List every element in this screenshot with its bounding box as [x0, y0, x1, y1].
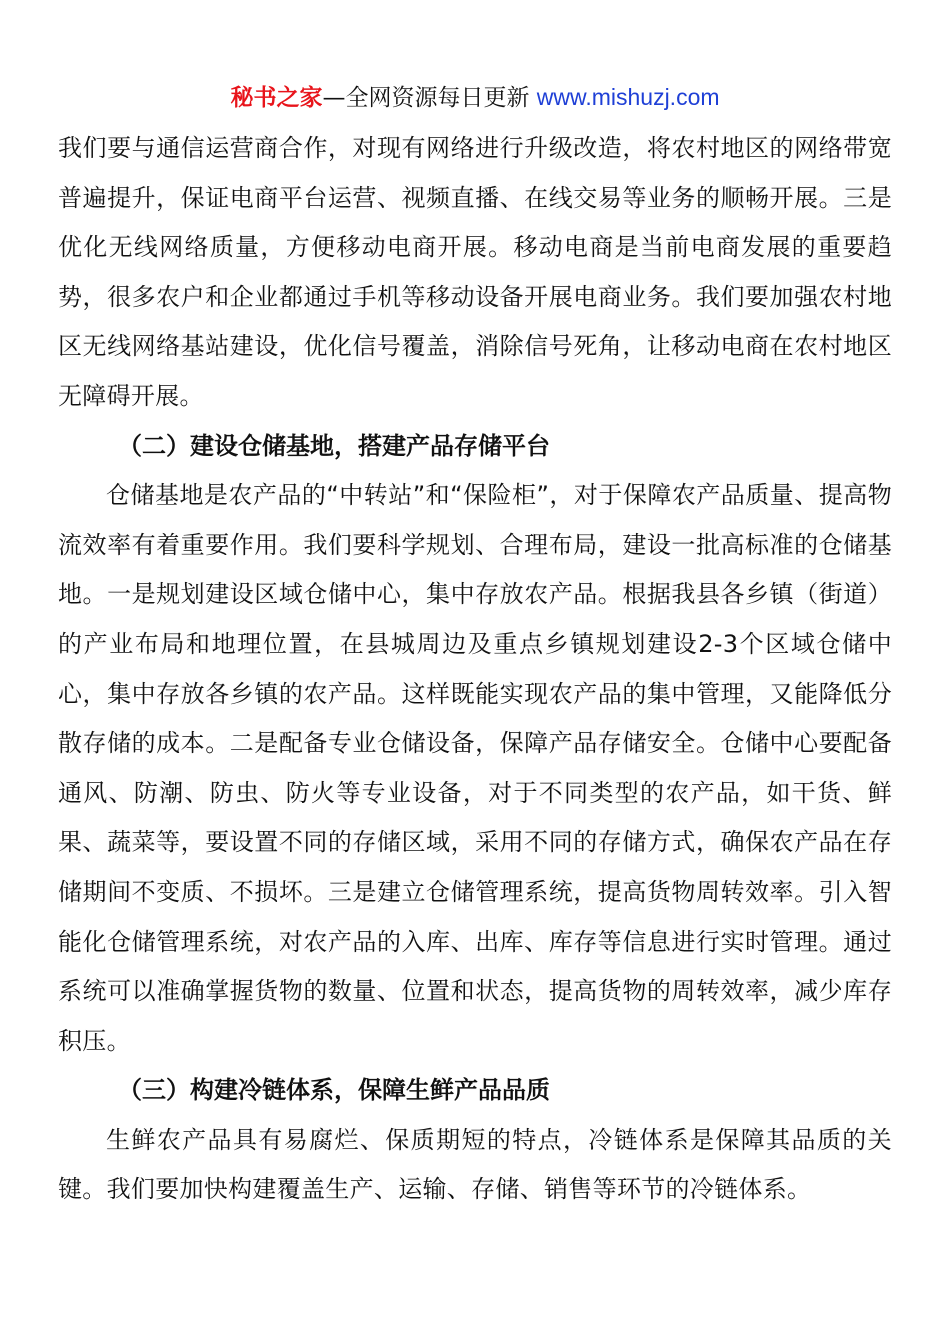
- section-heading-2: （二）建设仓储基地，搭建产品存储平台: [118, 431, 550, 460]
- header-tagline: —全网资源每日更新: [322, 85, 537, 111]
- body-paragraph-2: 仓储基地是农产品的“中转站”和“保险柜”，对于保障农产品质量、提高物流效率有着重要作用。我们要科学规划、合理布局，建设一批高标准的仓储基地。一是规划建设区域仓储中心，集中存放农产品。根据我县各乡镇（街道）的产业布局和地理位置，在县城周边及重点乡镇规划建设2-3个区域仓储中心，集中存放各乡镇的农产品。这样既能实现农产品的集中管理，又能降低分散存储的成本。二是配备专业仓储设备，保障产品存储安全。仓储中心要配备通风、防潮、防虫、防火等专业设备，对于不同类型的农产品，如干货、鲜果、蔬菜等，要设置不同的存储区域，采用不同的存储方式，确保农产品在存储期间不变质、不损坏。三是建立仓储管理系统，提高货物周转效率。引入智能化仓储管理系统，对农产品的入库、出库、库存等信息进行实时管理。通过系统可以准确掌握货物的数量、位置和状态，提高货物的周转效率，减少库存积压。: [58, 481, 892, 1055]
- page-header: [0, 82, 950, 113]
- body-paragraph-1: 我们要与通信运营商合作，对现有网络进行升级改造，将农村地区的网络带宽普遍提升，保证电商平台运营、视频直播、在线交易等业务的顺畅开展。三是优化无线网络质量，方便移动电商开展。移动电商是当前电商发展的重要趋势，很多农户和企业都通过手机等移动设备开展电商业务。我们要加强农村地区无线网络基站建设，优化信号覆盖，消除信号死角，让移动电商在农村地区无障碍开展。: [58, 134, 892, 410]
- document-body: [58, 124, 892, 1215]
- section-heading-3: （三）构建冷链体系，保障生鲜产品品质: [118, 1076, 550, 1105]
- header-url-link[interactable]: www.mishuzj.com: [536, 84, 720, 110]
- header-brand: 秘书之家: [230, 85, 323, 111]
- body-paragraph-3: 生鲜农产品具有易腐烂、保质期短的特点，冷链体系是保障其品质的关键。我们要加快构建覆盖生产、运输、存储、销售等环节的冷链体系。: [58, 1125, 892, 1204]
